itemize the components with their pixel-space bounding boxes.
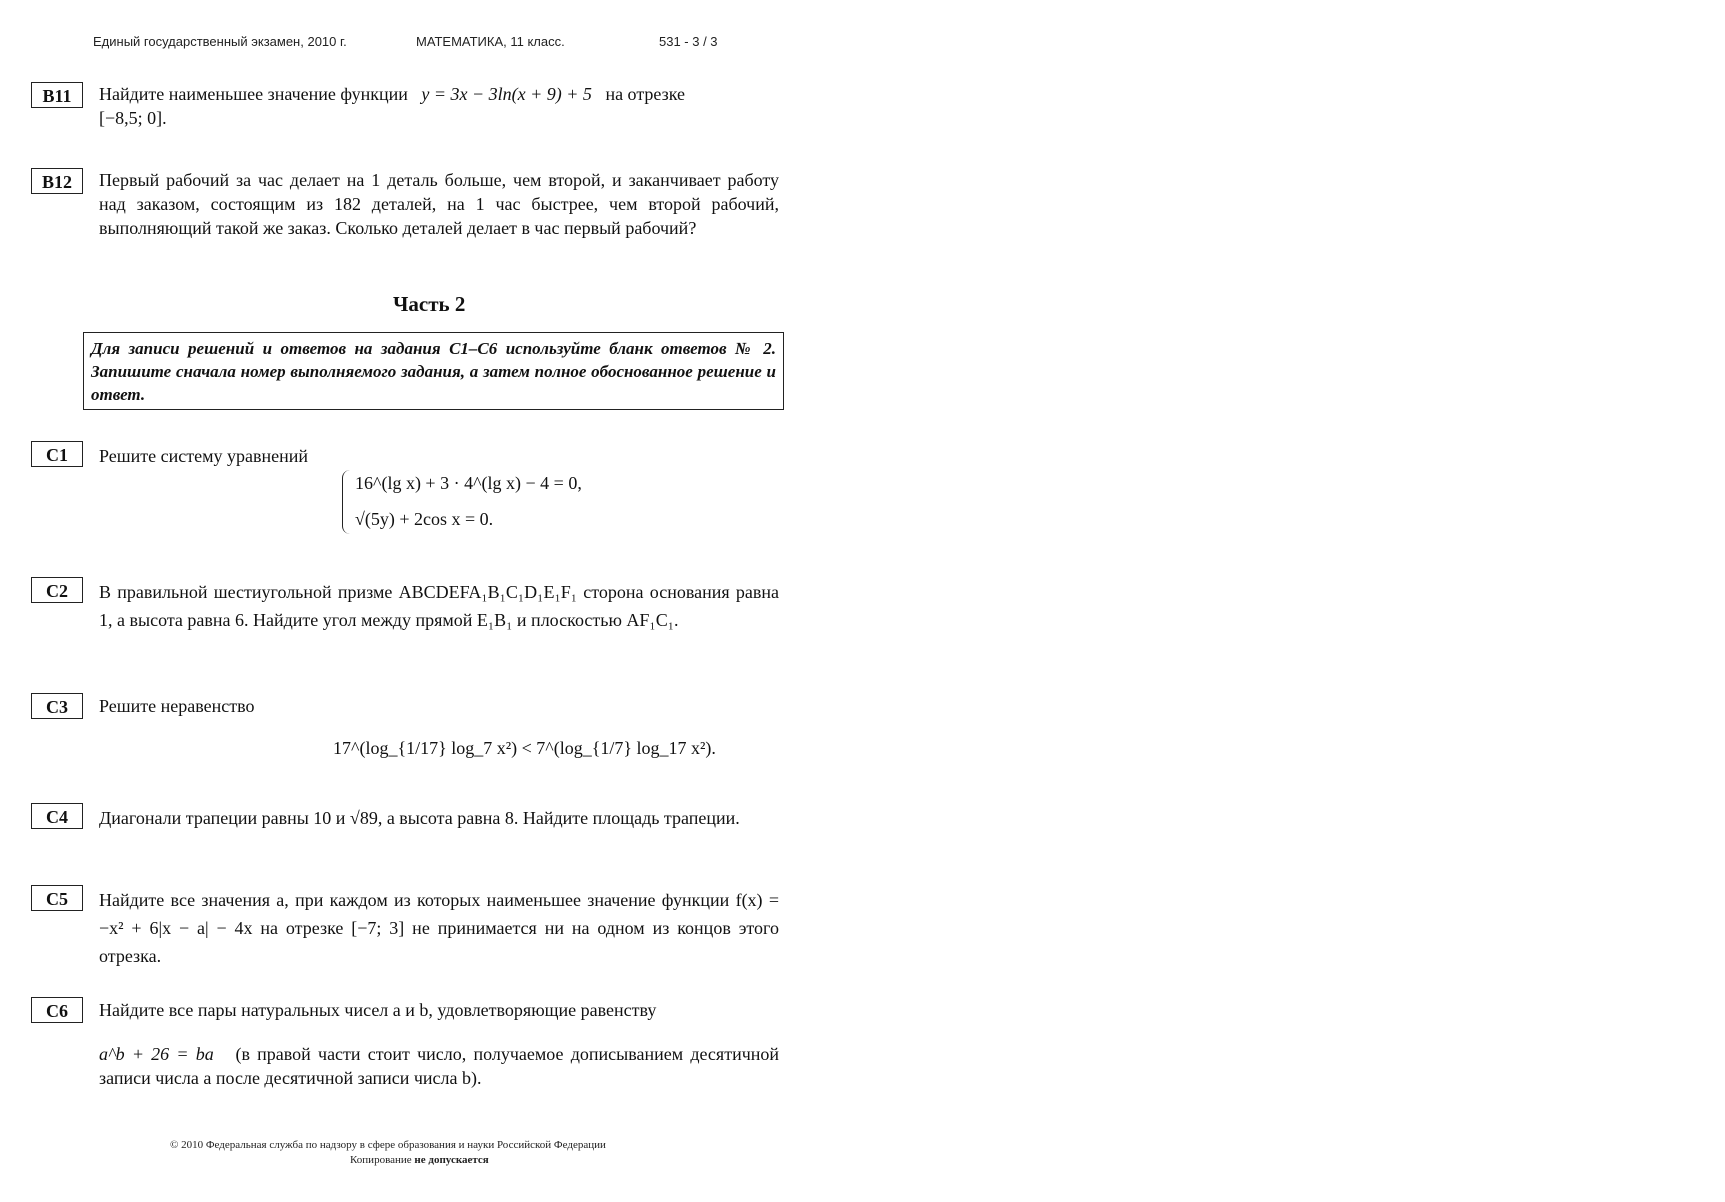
task-b12-text: Первый рабочий за час делает на 1 деталь больше, чем второй, и заканчивает работу над заказом, состоящим из 182 деталей, на 1 час быстрее, чем второй рабочий, выполняющий такой же заказ. Сколько деталей делает в час первый рабочий? [99,170,779,238]
footer-copy-prefix: Копирование [350,1154,412,1166]
task-label-c4: C4 [31,803,83,829]
task-c1-text: Решите систему уравнений [99,446,308,466]
task-label-c5: C5 [31,885,83,911]
task-b11-interval: [−8,5; 0]. [99,108,167,128]
task-c3-text: Решите неравенство [99,696,255,716]
task-c6-formula: a^b + 26 = ba [99,1044,214,1064]
task-c3-formula: 17^(log_{1/17} log_7 x²) < 7^(log_{1/7} log_17 x²). [333,738,716,758]
task-b11 [99,82,779,130]
footer-copy-notice [350,1154,489,1166]
task-b11-text-after: на отрезке [605,84,686,104]
task-b11-formula: y = 3x − 3ln(x + 9) + 5 [421,84,592,104]
task-c1-equation-1: 16^(lg x) + 3 · 4^(lg x) − 4 = 0, [355,473,582,493]
task-c1-equation-2: √(5y) + 2cos x = 0. [355,509,494,529]
header-page-number: 531 - 3 / 3 [659,34,718,49]
footer-copyright: © 2010 Федеральная служба по надзору в сфере образования и науки Российской Федерации [170,1139,606,1151]
system-brace [342,470,351,534]
task-label-b11: B11 [31,82,83,108]
task-label-c2: C2 [31,577,83,603]
task-c5-text: Найдите все значения a, при каждом из которых наименьшее значение функции f(x) = −x² + 6|x − a| − 4x на отрезке [−7; 3] не принимается ни на одном из концов этого отрезка. [99,890,779,966]
task-c2-text: В правильной шестиугольной призме ABCDEFA₁B₁C₁D₁E₁F₁ сторона основания равна 1, а высота равна 6. Найдите угол между прямой E₁B₁ и плоскостью AF₁C₁. [99,582,779,630]
task-c6-text-2: (в правой части стоит число, получаемое дописыванием десятичной записи числа a после десятичной записи числа b). [99,1044,780,1088]
header-exam-title: Единый государственный экзамен, 2010 г. [93,34,347,49]
task-label-c6: C6 [31,997,83,1023]
task-c6-text: Найдите все пары натуральных чисел a и b, удовлетворяющие равенству [99,1000,657,1020]
instruction-box: Для записи решений и ответов на задания С1–С6 используйте бланк ответов № 2. Запишите сначала номер выполняемого задания, а затем полное обоснованное решение и ответ. [83,332,784,410]
task-c6-continued [99,1042,779,1090]
footer-copy-bold: не допускается [414,1154,489,1166]
header-subject: МАТЕМАТИКА, 11 класс. [416,34,565,49]
task-c4-text: Диагонали трапеции равны 10 и √89, а высота равна 8. Найдите площадь трапеции. [99,808,740,828]
part-title: Часть 2 [393,292,466,316]
task-label-b12: B12 [31,168,83,194]
task-b11-text: Найдите наименьшее значение функции [99,84,408,104]
task-label-c1: C1 [31,441,83,467]
task-label-c3: C3 [31,693,83,719]
